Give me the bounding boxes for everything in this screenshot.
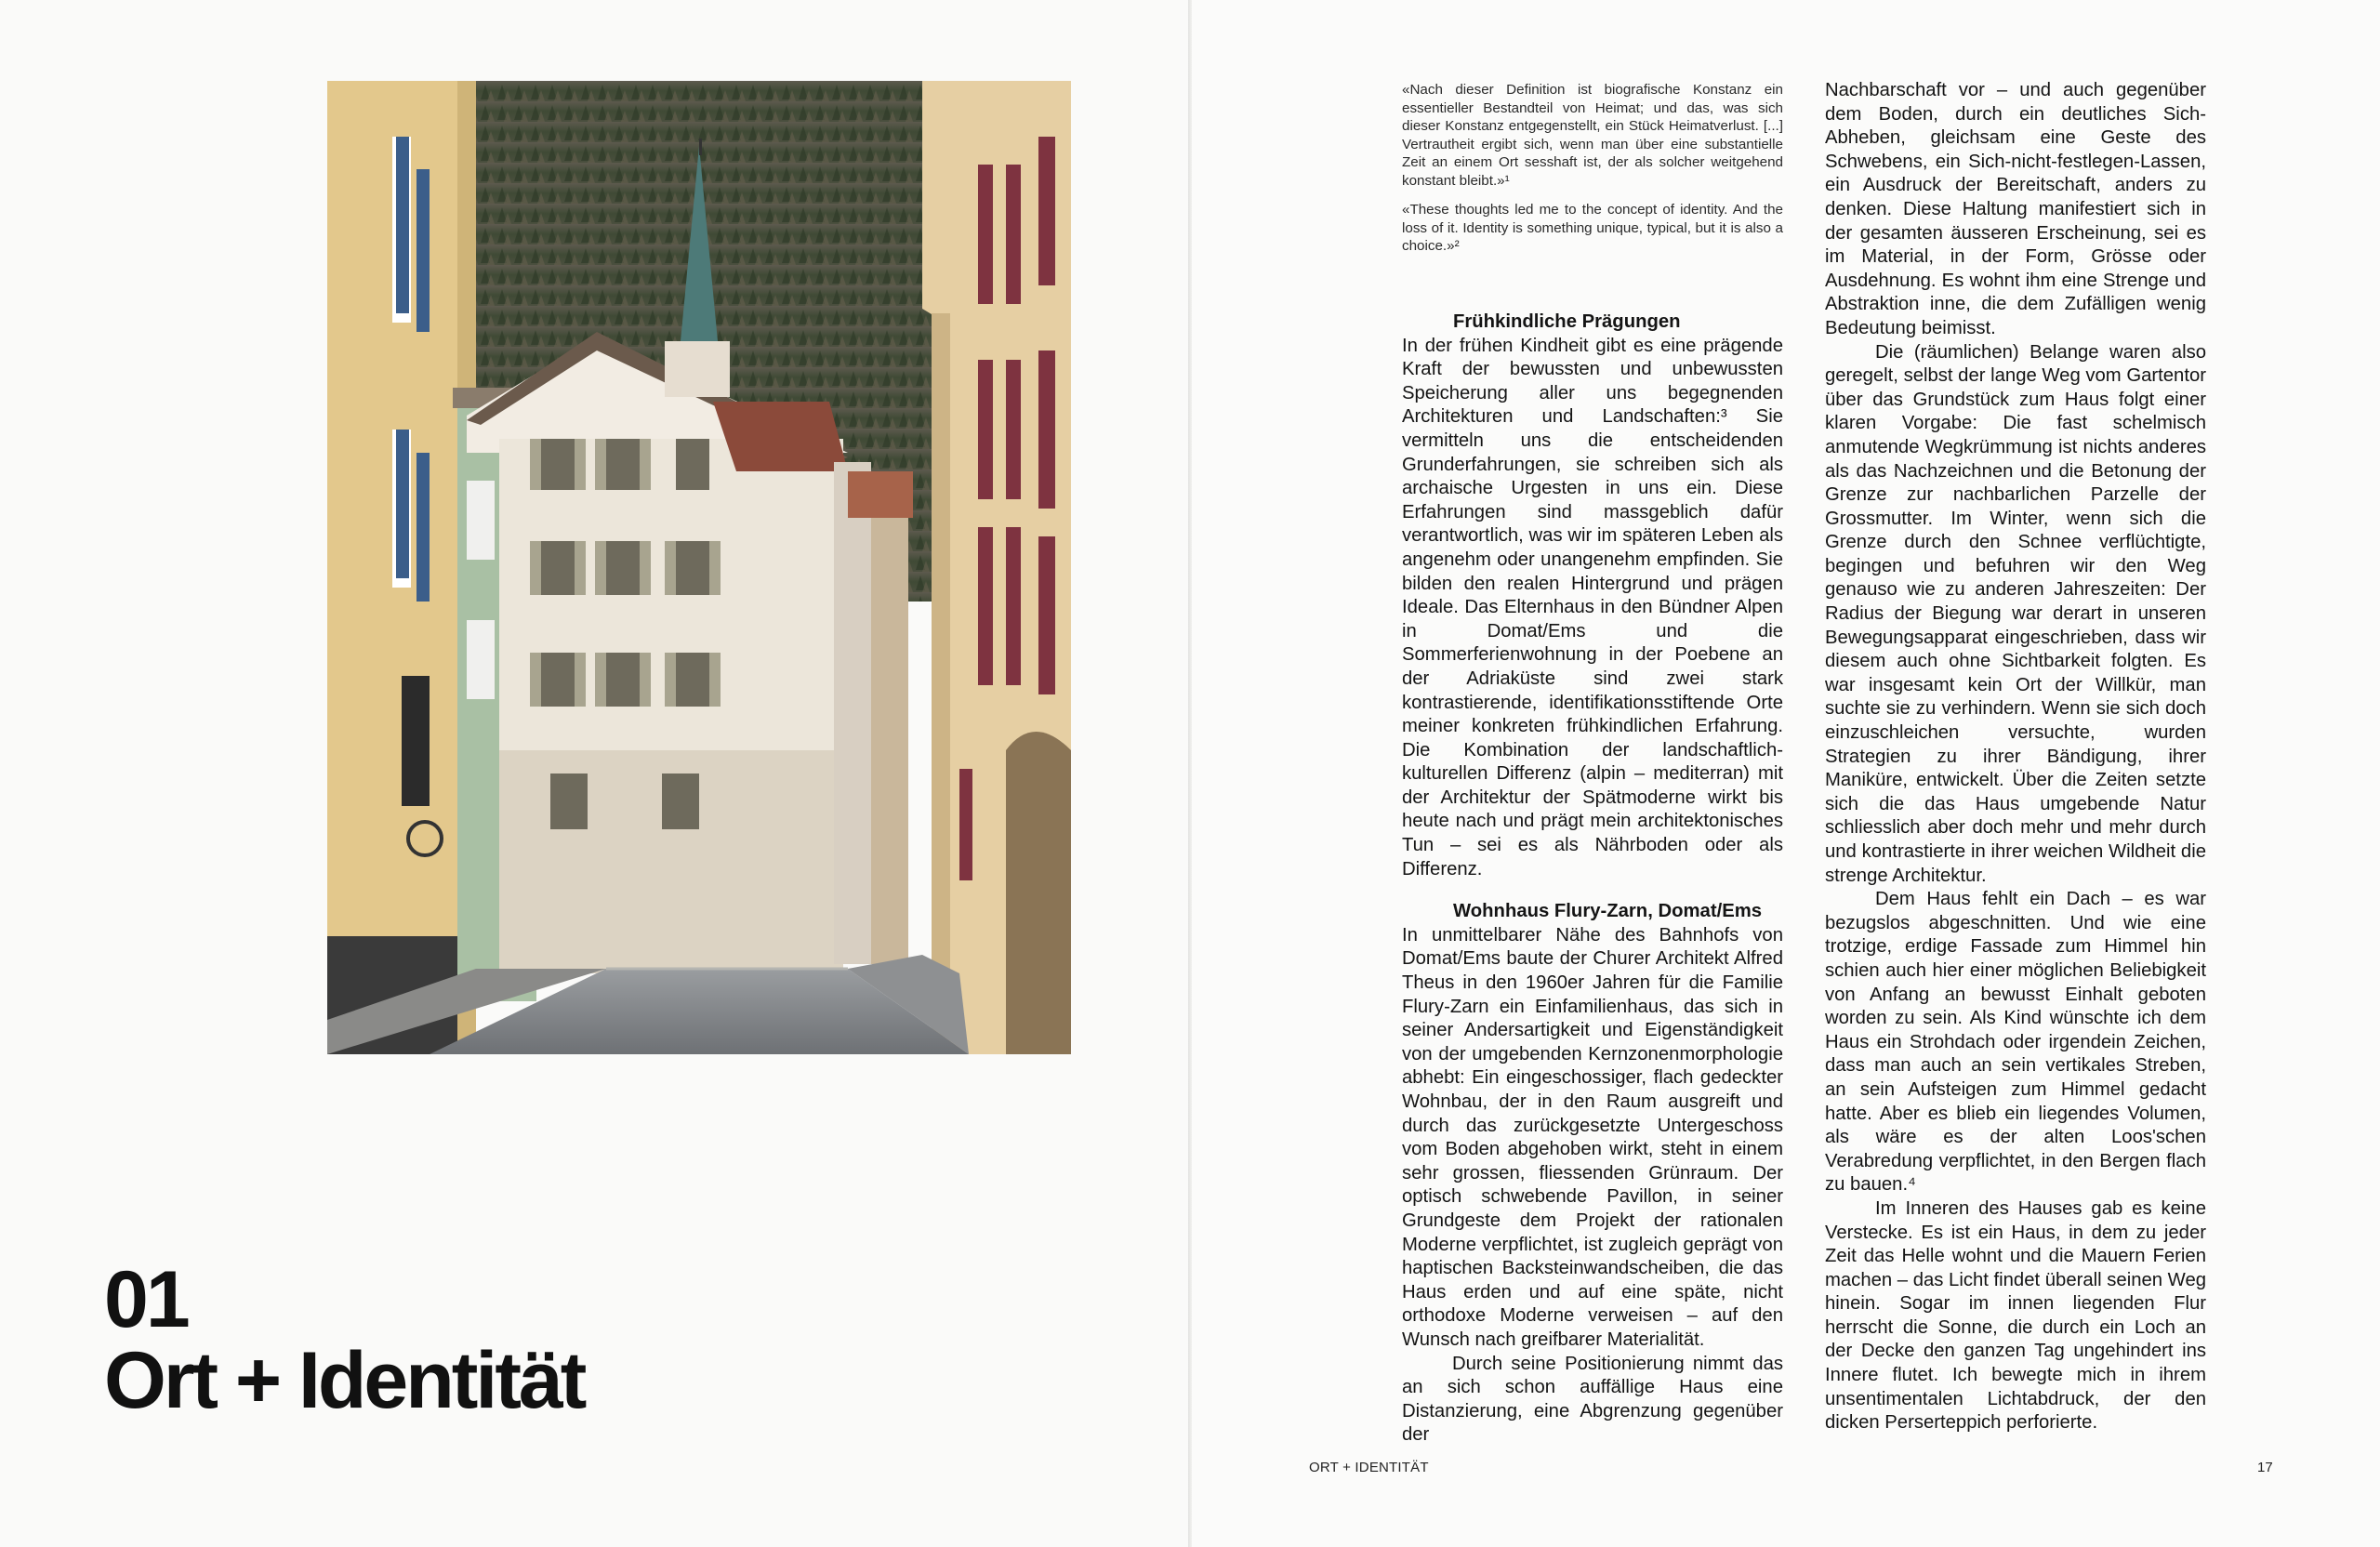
running-footer-title: ORT + IDENTITÄT — [1309, 1460, 1429, 1475]
text-column-1 — [1402, 311, 1783, 1448]
paragraph-house-intro: In unmittelbarer Nähe des Bahnhofs von Domat/Ems baute der Churer Architekt Alfred Theus in den 1960er Jahren für die Familie Flury-Zarn ein Einfamilienhaus, das sich in seiner Andersartigkeit und Eigenständigkeit von der umgebenden Kernzonenmorphologie abhebt: Ein eingeschossiger, flach gedeckter Wohnbau, der in den Raum ausgreift und durch das zurückgesetzte Untergeschoss vom Boden abgehoben wirkt, steht in einem sehr grossen, fliessenden Grünraum. Der optisch schwebende Pavillon, in seiner Grundgeste dem Projekt der rationalen Moderne verpflichtet, ist zugleich geprägt von haptischen Backsteinwandscheiben, die das Haus erden und auf eine späte, nicht orthodoxe Moderne verweisen – auf den Wunsch nach greifbarer Materialität. — [1402, 924, 1783, 1350]
photo-illustration — [327, 81, 1071, 1054]
section-heading-house: Wohnhaus Flury-Zarn, Domat/Ems — [1453, 901, 1763, 922]
chapter-title: Ort + Identität — [104, 1336, 585, 1425]
chapter-number: 01 — [104, 1255, 188, 1344]
page-number: 17 — [2257, 1460, 2273, 1475]
quote-english: «These thoughts led me to the concept of identity. And the loss of it. Identity is something unique, typical, but it is also a choice.»² — [1402, 202, 1783, 254]
quote-german: «Nach dieser Definition ist biografische Konstanz ein essentieller Bestandteil von Heimat; und das, was sich dieser Konstanz entgegenstellt, ein Stück Heimatverlust. [...] Vertrautheit ergibt sich, wenn man über eine substantielle Zeit an einem Ort sesshaft ist, der als solcher weitgehend konstant bleibt.»¹ — [1402, 82, 1783, 189]
paragraph-path: Die (räumlichen) Belange waren also geregelt, selbst der lange Weg vom Gartentor über das Grundstück zum Haus folgt einer klaren Vorgabe: Die fast schelmisch anmutende Wegkrümmung ist nichts anderes als das Nachzeichnen und die Betonung der Grenze zur nachbarlichen Parzelle der Grossmutter. Im Winter, wenn sich die Grenze durch den Schnee verflüchtigte, begingen und befuhren wir den Weg genauso wie zu anderen Jahreszeiten: Der Radius der Biegung war derart in unseren Bewegungsapparat eingeschrieben, dass wir diesem auch ohne Sichtbarkeit folgten. Es war insgesamt kein Ort der Willkür, man suchte sie zu verhindern. Wenn sie sich doch einzuschleichen versuchte, wurden Strategien zu ihrer Bändigung, ihrer Maniküre, entwickelt. Über die Zeiten setzte sich die das Haus umgebende Natur schliesslich aber doch mehr und mehr durch und kontrastierte in ihrer weichen Wildheit die strenge Architektur. — [1825, 341, 2206, 886]
left-page — [0, 0, 1188, 1547]
paragraph-roof: Dem Haus fehlt ein Dach – es war bezugslos abgeschnitten. Und wie eine trotzige, erdige Fassade zum Himmel hin schien auch hier einer möglichen Beliebigkeit von Anfang an bewusst Einhalt geboten worden zu sein. Als Kind wünschte ich dem Haus ein Strohdach oder irgendein Zeichen, dass man auch an sein vertikales Streben, an sein Aufsteigen zum Himmel gedacht hatte. Aber es blieb ein liegendes Volumen, als wäre es der alten Loos'schen Verabredung verpflichtet, in den Bergen flach zu bauen.⁴ — [1825, 889, 2206, 1196]
epigraph-quotes — [1402, 81, 1783, 267]
chapter-heading — [104, 1255, 811, 1425]
paragraph-positioning-end: Nachbarschaft vor – und auch gegenüber dem Boden, durch ein deutliches Sich-Abheben, gleichsam eine Geste des Schwebens, ein Sich-nicht-festlegen-Lassen, ein Ausdruck der Bereitschaft, anders zu denken. Diese Haltung manifestiert sich in der gesamten äusseren Erscheinung, sei es im Material, in der Form, Grösse oder Ausdehnung. Es wohnt ihm eine Strenge und Abstraktion inne, die dem Zufälligen wenig Bedeutung beimisst. — [1825, 80, 2206, 338]
paragraph-positioning-start: Durch seine Positionierung nimmt das an sich schon auffällige Haus eine Distanzierung, eine Abgrenzung gegenüber der — [1402, 1353, 1783, 1446]
section-heading-childhood: Frühkindliche Prägungen — [1453, 311, 1681, 332]
paragraph-interior: Im Inneren des Hauses gab es keine Verstecke. Es ist ein Haus, in dem zu jeder Zeit das Helle wohnt und die Mauern Ferien machen – das Licht findet überall seinen Weg hinein. Sogar im innen liegenden Flur herrscht die Sonne, die durch ein Loch an der Decke den ganzen Tag ungehindert ins Innere flutet. Ich bewegte mich in ihrem unsentimentalen Lichtabdruck, der den dicken Perserteppich perforierte. — [1825, 1197, 2207, 1434]
text-column-2 — [1825, 79, 2206, 1435]
paragraph-childhood: In der frühen Kindheit gibt es eine prägende Kraft der bewussten und unbewussten Speicherung aller uns begegnenden Architekturen und Landschaften:³ Sie vermitteln uns die entscheidenden Grunderfahrungen, sie schreiben sich als archaische Urgesten in uns ein. Diese Erfahrungen sind massgeblich dafür verantwortlich, was wir im späteren Leben als angenehm oder unangenehm empfinden. Sie bilden den realen Hintergrund und prägen Ideale. Das Elternhaus in den Bündner Alpen in Domat/Ems und die Sommerferienwohnung in der Poebene an der Adriaküste sind zwei stark kontrastierende, identifikationsstiftende Orte meiner konkreten frühkindlichen Erfahrung. Die Kombination der landschaftlich-kulturellen Differenz (alpin – mediterran) mit der Architektur der Spätmoderne wirkt bis heute nach und prägt mein architektonisches Tun – sei es als Nährboden oder als Differenz. — [1402, 335, 1783, 879]
village-street-photo — [327, 81, 1071, 1054]
